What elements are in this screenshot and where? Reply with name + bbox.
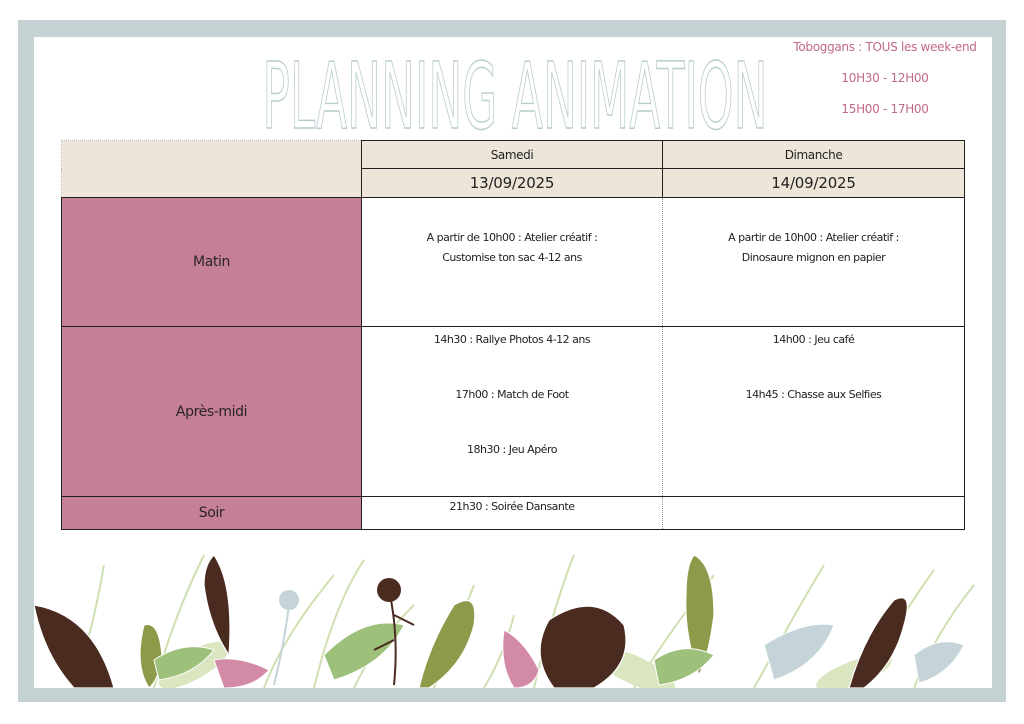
activity-line: 21h30 : Soirée Dansante: [449, 500, 575, 513]
date-header-dimanche: 14/09/2025: [663, 169, 965, 198]
matin-dimanche-cell: [663, 198, 965, 327]
activity-line: 18h30 : Jeu Apéro: [467, 443, 557, 456]
day-header-dimanche: Dimanche: [663, 141, 965, 169]
activity-line: 14h45 : Chasse aux Selfies: [745, 388, 882, 401]
date-header-samedi: 13/09/2025: [362, 169, 663, 198]
slide-info-morning: 10H30 - 12H00: [841, 71, 929, 85]
page-title: PLANNING ANIMATION: [262, 43, 768, 138]
slide-info-title: Toboggans : TOUS les week-end: [793, 40, 977, 54]
foliage-decoration: [34, 545, 992, 688]
matin-samedi-cell: [362, 198, 663, 327]
slide-info-afternoon: 15H00 - 17H00: [841, 102, 929, 116]
flower-stem: [274, 605, 289, 685]
activity-line: 14h30 : Rallye Photos 4-12 ans: [433, 333, 591, 346]
day-header-samedi: Samedi: [362, 141, 663, 169]
activity-line: A partir de 10h00 : Atelier créatif :: [426, 231, 598, 244]
schedule-table: [61, 140, 965, 530]
activity-line: 17h00 : Match de Foot: [455, 388, 569, 401]
period-label-matin: Matin: [62, 198, 362, 327]
flower-head: [377, 578, 401, 602]
period-label-apres-midi: Après-midi: [62, 327, 362, 497]
apres-midi-samedi-cell: [362, 327, 663, 497]
soir-dimanche-cell: [663, 497, 965, 530]
table-corner-cell: [62, 141, 362, 198]
activity-line: Dinosaure mignon en papier: [741, 251, 886, 264]
slide-schedule-info: [790, 38, 980, 131]
period-label-soir: Soir: [62, 497, 362, 530]
activity-line: A partir de 10h00 : Atelier créatif :: [728, 231, 899, 244]
activity-line: Customise ton sac 4-12 ans: [442, 251, 582, 264]
activity-line: 14h00 : Jeu café: [772, 333, 855, 346]
apres-midi-dimanche-cell: [663, 327, 965, 497]
page-title-graphic: [255, 38, 775, 138]
soir-samedi-cell: [362, 497, 663, 530]
